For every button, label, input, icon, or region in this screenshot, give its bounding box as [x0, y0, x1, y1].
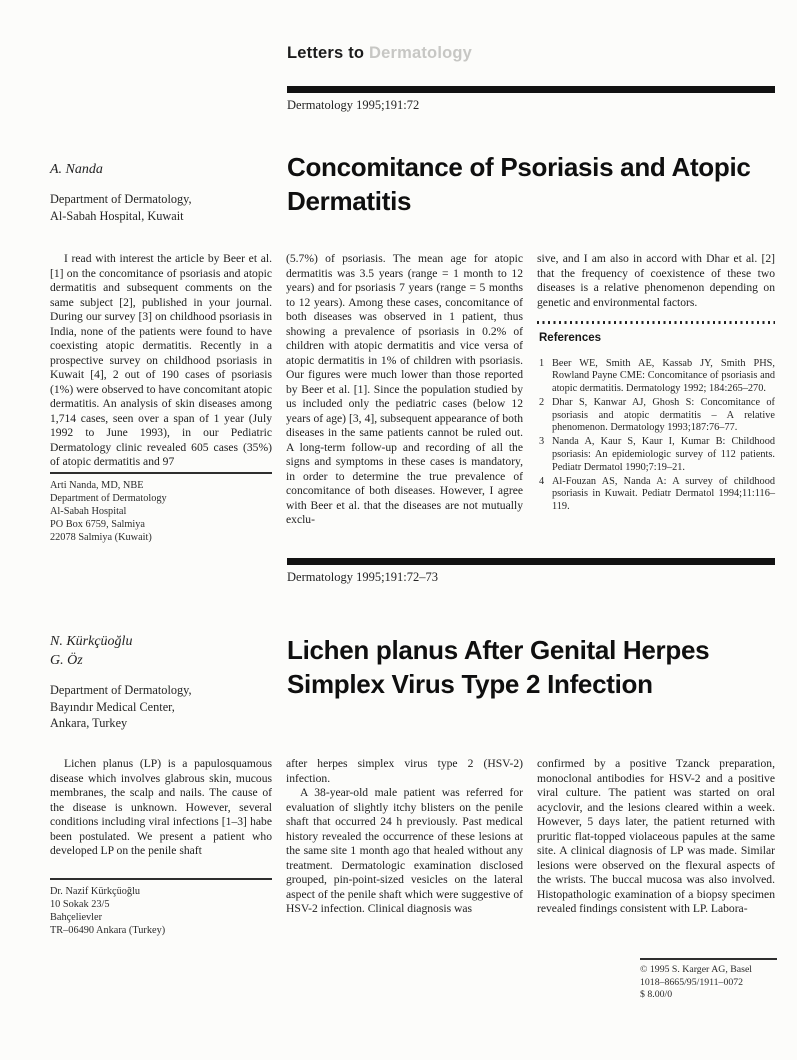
letter2-correspondence: [50, 878, 272, 937]
letter2-header-rule: [287, 558, 775, 565]
reference-item: [539, 436, 775, 474]
letter2-col1-paragraph: Lichen planus (LP) is a papulosquamous disease which involves glabrous skin, mucous membranes, the scalp and nails. The cause of the disease is unknown. However, several conditions including viral infections [1–3] habe been postulated. We present a patient who developed LP on the penile shaft: [50, 757, 272, 857]
correspondence-line: 22078 Salmiya (Kuwait): [50, 532, 152, 543]
reference-item: [539, 476, 775, 514]
letter2-affiliation: [50, 682, 272, 732]
correspondence-line: TR–06490 Ankara (Turkey): [50, 925, 166, 936]
correspondence-line: Dr. Nazif Kürkçüoğlu: [50, 886, 141, 897]
correspondence-line: Arti Nanda, MD, NBE: [50, 480, 144, 491]
reference-text: Al-Fouzan AS, Nanda A: A survey of childhood psoriasis in Kuwait. Pediatr Dermatol 1994;11:116–119.: [552, 475, 775, 513]
imprint-price: $ 8.00/0: [640, 989, 673, 1000]
journal-logotype: Dermatology: [368, 44, 473, 62]
letter2-author1: N. Kürkçüoğlu: [50, 634, 133, 649]
correspondence-line: Al-Sabah Hospital: [50, 506, 127, 517]
letter1-correspondence: [50, 472, 272, 544]
imprint-issn-code: 1018–8665/95/1911–0072: [640, 976, 744, 988]
letter2-affiliation-line: Bayındır Medical Center,: [50, 699, 175, 714]
letter2-author-block: [50, 632, 272, 732]
header-rule: [287, 86, 775, 93]
publisher-imprint: [640, 958, 777, 1002]
letter2-col2-paragraph1: after herpes simplex virus type 2 (HSV-2) infection.: [286, 757, 523, 785]
letter2-author2: G. Öz: [50, 653, 83, 668]
letter1-column2: [286, 252, 523, 528]
correspondence-line: Bahçelievler: [50, 912, 103, 923]
reference-item: [539, 397, 775, 435]
reference-number: 3: [539, 436, 545, 448]
letter1-author-block: [50, 160, 272, 224]
letter2-column2: [286, 757, 523, 917]
letter1-author: A. Nanda: [50, 162, 103, 177]
reference-text: Dhar S, Kanwar AJ, Ghosh S: Concomitance of psoriasis and atopic dermatitis – A relative phenomenon. Dermatology 1993;187:76–77.: [552, 396, 775, 434]
correspondence-line: 10 Sokak 23/5: [50, 899, 110, 910]
letter1-affiliation: [50, 191, 272, 224]
reference-item: [539, 358, 775, 396]
letter1-affiliation-line: Department of Dermatology,: [50, 192, 192, 206]
reference-text: Beer WE, Smith AE, Kassab JY, Smith PHS, Rowland Payne CME: Concomitance of psoriasis and atopic dermatitis. Dermatology 1992; 184:265–270.: [552, 357, 775, 395]
references-dotted-rule: [537, 321, 775, 324]
letter2-affiliation-line: Department of Dermatology,: [50, 683, 192, 697]
letter1-column3: [537, 252, 775, 528]
citation-letter2: Dermatology 1995;191:72–73: [287, 570, 439, 584]
section-header: [287, 44, 472, 63]
letter2-affiliation-line: Ankara, Turkey: [50, 716, 128, 730]
letter1-col3-paragraph: sive, and I am also in accord with Dhar et al. [2] that the frequency of coexistence of these two diseases is a relative phenomenon depending on genetic and environmental factors.: [537, 252, 775, 309]
reference-number: 4: [539, 475, 545, 487]
correspondence-line: Department of Dermatology: [50, 493, 167, 504]
letter2-col2-paragraph2: A 38-year-old male patient was referred for evaluation of slightly itchy blisters on the penile shaft that occurred 24 h previously. Past medical history revealed the occurrence of these lesions at the same site 1 month ago that healed without any treatment. Dermatologic examination disclosed grouped, pin-point-sized vesicles on the lateral aspect of the penile shaft which were suggestive of HSV-2 infection. Clinical diagnosis was: [286, 786, 523, 915]
imprint-copyright: © 1995 S. Karger AG, Basel: [640, 964, 753, 975]
references-heading: References: [539, 332, 602, 344]
reference-number: 1: [539, 357, 545, 369]
letter1-col1-paragraph: I read with interest the article by Beer et al. [1] on the concomitance of psoriasis and atopic dermatitis and subsequent comments on the same subject [2], published in your journal. During our survey [3] on childhood psoriasis in India, none of the patients were found to have coexisting atopic dermatitis. Recently in a prospective survey on childhood psoriasis in Kuwait [4], 2 out of 190 cases of psoriasis (1%) were observed to have concomitant atopic dermatitis. An analysis of skin diseases among 1,714 cases, seen over a span of 1 year (July 1992 to June 1993), in our Pediatric Dermatology clinic revealed 605 cases (35%) of atopic dermatitis and 97: [50, 252, 272, 468]
letter2-title: Lichen planus After Genital Herpes Simplex Virus Type 2 Infection: [287, 635, 710, 699]
section-header-prefix: Letters to: [287, 44, 365, 62]
letter1-affiliation-line: Al-Sabah Hospital, Kuwait: [50, 208, 184, 223]
reference-number: 2: [539, 396, 545, 408]
letter1-references: [537, 321, 775, 514]
correspondence-line: PO Box 6759, Salmiya: [50, 519, 145, 530]
citation-letter1: Dermatology 1995;191:72: [287, 98, 420, 112]
letter2-column3: [537, 757, 775, 917]
letter1-title: Concomitance of Psoriasis and Atopic Dermatitis: [287, 152, 751, 216]
reference-text: Nanda A, Kaur S, Kaur I, Kumar B: Childhood psoriasis: An epidemiologic survey of 112 patients. Pediatr Dermatol 1990;7:19–21.: [552, 436, 775, 473]
letter2-col3-paragraph: confirmed by a positive Tzanck preparation, monoclonal antibodies for HSV-2 and a positive viral culture. The patient was started on oral acyclovir, and the lesions cleared within a week. However, 5 days later, the patient returned with pruritic flat-topped violaceous papules at the same site. A clinical diagnosis of LP was made. Similar lesions were observed on the flexural aspects of the wrists. The buccal mucosa was also involved. Histopathologic examination of a biopsy specimen revealed findings consistent with LP. Labora-: [537, 757, 775, 915]
letter1-col2-paragraph: (5.7%) of psoriasis. The mean age for atopic dermatitis was 3.5 years (range = 1 month to 12 years) and for psoriasis 7 years (range = 5 months to 12 years). Among these cases, concomitance of both diseases was observed in 1 patient, thus showing a prevalence of psoriasis in 0.2% of children with atopic dermatitis and vice versa of atopic dermatitis in 1% of children with psoriasis. Our figures were much lower than those reported by Beer et al. [1]. Since the population studied by us included only the pediatric cases (below 12 years of age) [3, 4], subsequent appearance of both diseases in the same patients cannot be ruled out. A long-term follow-up and recording of all the signs and symptoms in these cases is mandatory, in order to determine the true prevalence of concomitance of both diseases. However, I agree with Beer et al. that the diseases are not mutually exclu-: [286, 252, 523, 526]
